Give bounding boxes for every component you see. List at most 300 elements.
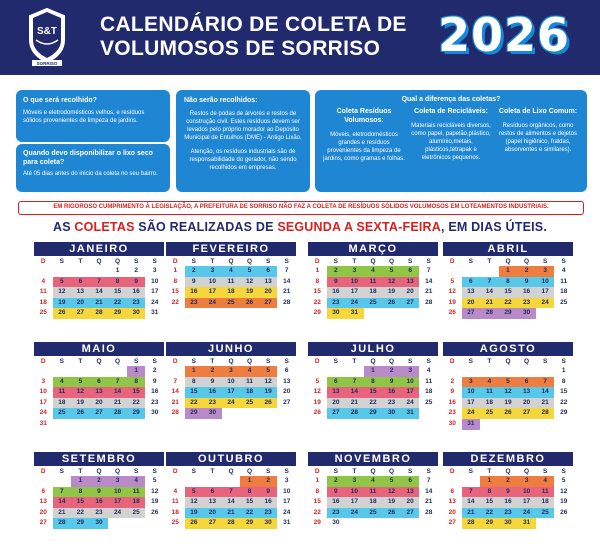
day-cell: 30 [332,519,340,527]
day-cell: 15 [185,387,204,398]
day-cell: 5 [71,377,90,388]
day-cell: 27 [462,308,481,319]
weekday-label: Q [115,468,121,475]
day-cell: 29 [185,408,204,419]
day-cell: 31 [401,408,420,419]
weekday-label: Q [389,358,395,365]
month-name: AGOSTO [443,342,573,356]
weekday-label: Q [505,358,511,365]
day-cell: 20 [448,508,456,516]
day-cell: 6 [41,487,46,495]
day-cell: 14 [108,387,127,398]
day-cell: 5 [450,277,455,285]
month-name: NOVEMBRO [308,452,438,466]
day-cell: 17 [222,387,241,398]
day-cell: 29 [560,409,568,417]
day-cell: 11 [53,387,72,398]
day-cell: 20 [71,298,90,309]
day-cell: 12 [53,287,72,298]
col2-label: Coleta de Recicláveis: [414,108,488,115]
quando-text: Até 05 dias antes do início da coleta no seu bairro. [23,171,158,177]
day-cell: 7 [222,487,241,498]
day-cell: 19 [499,398,518,409]
day-cell: 11 [425,377,433,385]
day-cell: 15 [499,287,518,298]
day-cell: 15 [108,287,127,298]
day-cell: 9 [499,487,518,498]
day-cell: 22 [185,398,204,409]
month-1 [34,242,164,319]
day-cell [480,266,499,277]
weekday-label: S [284,258,289,265]
weekday-label: D [449,358,455,365]
day-cell: 24 [222,398,241,409]
day-cell: 26 [71,408,90,419]
day-cell: 1 [240,476,259,487]
weekday-label: Q [115,258,121,265]
day-cell: 7 [462,487,481,498]
day-cell: 9 [327,487,346,498]
day-cell: 10 [345,487,364,498]
day-cell: 18 [240,387,259,398]
day-cell: 8 [315,487,320,495]
day-cell: 16 [90,497,109,508]
day-cell: 12 [448,288,456,296]
day-cell: 16 [203,387,222,398]
day-cell: 29 [364,408,383,419]
day-cell: 14 [462,497,481,508]
day-cell: 12 [560,487,568,495]
day-cell: 31 [462,419,481,430]
col2-text: Materiais recicláveis diversos, como papel, papelão,plástico, alumínio,metais, plásticos,tetrapak e eletrônicos pequenos. [411,123,491,161]
weekday-label: S [265,358,271,365]
day-cell [108,518,127,529]
day-cell [462,476,481,487]
weekday-label: S [468,468,474,475]
day-cell: 14 [345,387,364,398]
month-name: SETEMBRO [34,452,164,466]
day-cell: 11 [560,277,568,285]
weekday-label: Q [505,258,511,265]
day-cell: 30 [517,308,536,319]
day-cell: 30 [499,518,518,529]
day-cell: 28 [171,409,179,417]
day-cell [419,518,438,529]
weekday-label: S [133,358,139,365]
day-cell: 6 [284,367,289,374]
day-cell: 23 [499,508,518,519]
day-cell: 12 [382,487,401,498]
page-title [100,13,407,61]
month-grid [308,357,438,419]
day-cell: 6 [71,277,90,288]
day-cell: 26 [313,409,321,417]
day-cell [90,366,109,377]
day-cell: 9 [450,388,455,396]
day-cell [401,308,420,319]
day-cell: 29 [127,408,146,419]
day-cell: 17 [345,287,364,298]
day-cell [499,366,518,377]
day-cell: 16 [127,287,146,298]
day-cell: 30 [151,409,159,417]
weekday-label: D [172,468,178,475]
weekday-label: S [542,468,548,475]
day-cell: 9 [517,277,536,288]
day-cell: 10 [108,487,127,498]
day-cell: 1 [127,366,146,377]
day-cell [536,366,555,377]
day-cell: 24 [203,298,222,309]
day-cell: 23 [448,409,456,417]
month-6 [166,342,296,419]
day-cell: 2 [499,476,518,487]
day-cell: 20 [327,398,346,409]
day-cell: 23 [517,298,536,309]
col1-label: Coleta Resíduos Volumosos: [336,108,392,124]
day-cell: 22 [240,508,259,519]
day-cell [554,419,573,430]
day-cell: 4 [240,366,259,377]
day-cell [166,476,185,487]
day-cell: 13 [71,287,90,298]
day-cell [127,419,146,430]
day-cell [34,366,53,377]
day-cell: 5 [152,477,157,484]
day-cell [443,266,462,277]
day-cell: 16 [327,287,346,298]
weekday-label: Q [524,258,530,265]
day-cell: 1 [315,267,320,274]
day-cell: 18 [127,497,146,508]
day-cell: 22 [71,508,90,519]
day-cell: 3 [401,366,420,377]
weekday-label: S [59,258,65,265]
day-cell: 19 [185,508,204,519]
day-cell: 29 [313,309,321,317]
month-grid [166,257,296,308]
day-cell: 1 [364,366,383,377]
weekday-label: Q [370,258,376,265]
coat-of-arms-icon [24,6,70,68]
day-cell: 18 [480,398,499,409]
day-cell: 29 [240,518,259,529]
day-cell: 9 [152,377,157,385]
month-grid [443,467,573,529]
weekday-label: Q [370,468,376,475]
day-cell: 5 [382,266,401,277]
day-cell: 21 [53,508,72,519]
day-cell: 27 [517,408,536,419]
day-cell: 8 [173,277,178,285]
day-cell: 27 [327,408,346,419]
day-cell: 22 [108,298,127,309]
day-cell [108,419,127,430]
day-cell: 31 [39,419,47,427]
day-cell [90,266,109,277]
day-cell: 14 [536,387,555,398]
day-cell: 6 [450,487,455,495]
day-cell [517,419,536,430]
day-cell: 11 [171,498,179,506]
day-cell: 7 [53,487,72,498]
day-cell: 28 [480,308,499,319]
weekday-label: T [352,258,357,265]
day-cell: 29 [499,308,518,319]
day-cell: 1 [115,267,120,274]
day-cell: 20 [259,287,278,298]
day-cell: 12 [259,377,278,388]
weekday-label: Q [505,468,511,475]
day-cell [401,518,420,529]
day-cell: 7 [426,267,431,274]
weekday-label: Q [96,468,102,475]
day-cell: 10 [283,487,291,495]
day-cell: 8 [127,377,146,388]
day-cell: 3 [536,266,555,277]
day-cell: 26 [151,508,159,516]
day-cell: 24 [345,508,364,519]
weekday-label: T [487,468,492,475]
weekday-label: Q [96,258,102,265]
day-cell: 8 [499,277,518,288]
day-cell: 8 [71,487,90,498]
day-cell [419,408,438,419]
day-cell: 29 [108,308,127,319]
day-cell: 23 [327,508,346,519]
day-cell: 13 [90,387,109,398]
day-cell: 6 [327,377,346,388]
day-cell: 13 [283,377,291,385]
day-cell: 24 [345,298,364,309]
recolhido-text: Móveis e eletrodomésticos velhos, e resíduos sólidos provenientes de limpeza de jardins. [23,110,145,124]
quando-label: Quando devo disponibilizar o lixo seco para coleta? [23,150,153,166]
weekday-label: S [407,358,413,365]
day-cell: 15 [240,497,259,508]
weekday-label: Q [96,358,102,365]
day-cell: 5 [315,377,320,385]
day-cell: 19 [313,398,321,406]
day-cell [462,266,481,277]
day-cell: 21 [536,398,555,409]
weekday-label: S [284,468,289,475]
weekday-label: T [78,358,83,365]
month-8 [443,342,573,430]
header-bar [0,0,600,75]
month-grid [34,257,164,319]
day-cell: 13 [327,387,346,398]
day-cell: 24 [517,508,536,519]
day-cell: 25 [560,298,568,306]
day-cell [53,266,72,277]
day-cell [443,366,462,377]
day-cell: 4 [41,277,46,285]
day-cell: 24 [401,398,420,409]
weekday-label: Q [389,258,395,265]
day-cell: 3 [222,366,241,377]
day-cell: 20 [283,388,291,396]
day-cell: 14 [53,497,72,508]
weekday-label: S [468,258,474,265]
day-cell: 11 [39,288,47,296]
day-cell: 30 [203,408,222,419]
day-cell: 2 [382,366,401,377]
day-cell: 16 [382,387,401,398]
day-cell: 26 [560,508,568,516]
day-cell: 14 [425,277,433,285]
day-cell: 24 [39,409,47,417]
col1-text: Móveis, eletrodomésticos grandes e resíduos provenientes da limpeza de jardins, como gramas e folhas. [323,132,405,162]
day-cell: 3 [203,266,222,277]
day-cell: 17 [151,288,159,296]
day-cell: 27 [401,508,420,519]
weekday-label: S [561,258,566,265]
month-10 [166,452,296,529]
day-cell: 21 [90,298,109,309]
day-cell: 30 [448,419,456,427]
coleta-volumosos-column [323,107,405,163]
weekday-label: T [352,468,357,475]
day-cell [145,518,164,529]
day-cell: 13 [401,277,420,288]
subhead-part: AS [52,220,75,234]
month-9 [34,452,164,529]
day-cell: 17 [517,497,536,508]
day-cell: 2 [259,476,278,487]
day-cell: 16 [499,497,518,508]
month-12 [443,452,573,529]
day-cell: 5 [240,266,259,277]
day-cell [536,419,555,430]
weekday-label: D [172,258,178,265]
day-cell: 3 [517,476,536,487]
weekday-label: S [265,468,271,475]
day-cell: 9 [259,487,278,498]
day-cell: 2 [185,266,204,277]
day-cell: 21 [108,398,127,409]
day-cell: 18 [222,287,241,298]
day-cell: 18 [425,388,433,396]
day-cell: 12 [151,487,159,495]
day-cell: 31 [283,519,291,527]
weekday-label: T [210,468,215,475]
day-cell [127,518,146,529]
day-cell: 25 [39,309,47,317]
day-cell [536,518,555,529]
day-cell: 19 [259,387,278,398]
weekday-label: S [152,468,157,475]
weekday-label: D [40,468,46,475]
day-cell: 9 [90,487,109,498]
day-cell: 20 [401,497,420,508]
day-cell: 7 [536,377,555,388]
weekday-label: Q [247,258,253,265]
day-cell: 7 [173,377,178,385]
day-cell: 15 [364,387,383,398]
day-cell: 30 [327,308,346,319]
weekday-label: T [487,358,492,365]
day-cell: 6 [401,476,420,487]
weekday-label: Q [115,358,121,365]
day-cell: 4 [426,367,431,374]
day-cell: 5 [499,377,518,388]
day-cell [277,408,296,419]
weekday-label: T [487,258,492,265]
coleta-reciclaveis-column [410,107,492,163]
month-grid [34,357,164,430]
month-grid [166,467,296,529]
month-name: DEZEMBRO [443,452,573,466]
day-cell [185,476,204,487]
day-cell: 22 [480,508,499,519]
day-cell: 17 [108,497,127,508]
day-cell: 19 [53,298,72,309]
weekday-label: S [426,258,431,265]
day-cell [345,366,364,377]
day-cell: 5 [53,277,72,288]
day-cell: 24 [536,298,555,309]
day-cell: 7 [426,477,431,484]
col3-label: Coleta de Lixo Comum: [498,108,578,115]
day-cell: 8 [364,377,383,388]
day-cell: 25 [364,298,383,309]
day-cell: 3 [345,476,364,487]
day-cell: 16 [327,497,346,508]
month-3 [308,242,438,319]
day-cell: 2 [327,266,346,277]
weekday-label: Q [370,358,376,365]
nao-label: Não serão recolhidos: [184,97,258,104]
day-cell [364,518,383,529]
day-cell: 7 [480,277,499,288]
day-cell [345,518,364,529]
month-grid [166,357,296,419]
day-cell: 10 [39,388,47,396]
day-cell: 3 [284,477,289,484]
day-cell: 26 [240,298,259,309]
info-box-recolhido [16,90,170,142]
day-cell: 10 [536,277,555,288]
day-cell: 11 [240,377,259,388]
day-cell: 8 [315,277,320,285]
day-cell: 4 [53,377,72,388]
day-cell: 2 [517,266,536,277]
day-cell: 4 [173,487,178,495]
day-cell: 21 [222,508,241,519]
day-cell [222,476,241,487]
day-cell: 27 [203,518,222,529]
weekday-label: S [333,258,339,265]
day-cell: 8 [561,377,566,385]
day-cell: 18 [364,497,383,508]
day-cell: 20 [39,508,47,516]
month-5 [34,342,164,430]
day-cell [90,419,109,430]
weekday-label: S [59,468,65,475]
weekday-label: D [449,258,455,265]
day-cell: 10 [462,387,481,398]
weekday-label: S [152,258,157,265]
day-cell: 13 [259,277,278,288]
day-cell: 14 [171,388,179,396]
weekday-label: S [426,468,431,475]
day-cell: 16 [517,287,536,298]
coleta-lixo-comum-column [497,107,579,163]
day-cell: 23 [90,508,109,519]
weekday-label: Q [228,358,234,365]
title-line-1: CALENDÁRIO DE COLETA DE [100,13,407,36]
day-cell: 19 [382,497,401,508]
